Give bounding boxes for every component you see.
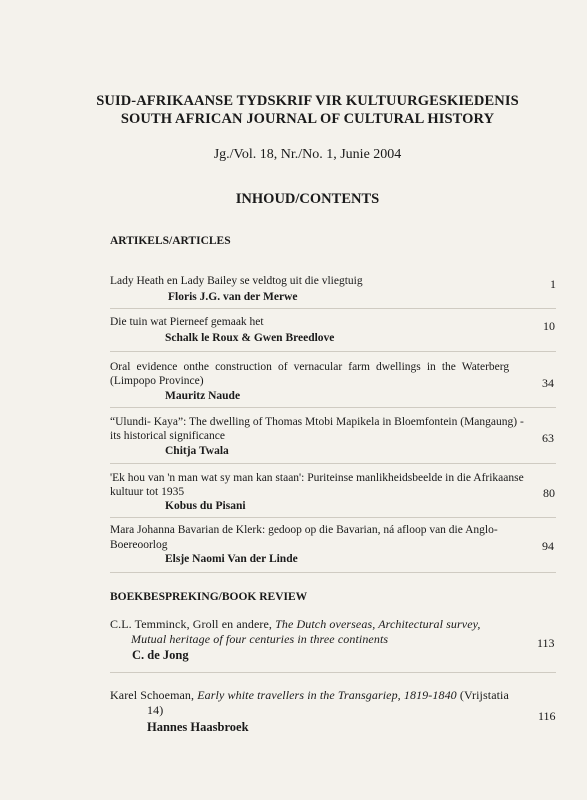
- article-title-continued: kultuur tot 1935: [110, 486, 185, 498]
- contents-heading: INHOUD/CONTENTS: [235, 191, 380, 207]
- review-book-title: The Dutch overseas, Architectural survey,: [275, 617, 481, 631]
- article-author: Mauritz Naude: [165, 390, 241, 402]
- page-number: 1: [550, 277, 556, 291]
- article-title: Mara Johanna Bavarian de Klerk: gedoop op die Bavarian, ná afloop van die Anglo-: [110, 524, 498, 536]
- article-author: Chitja Twala: [165, 445, 229, 457]
- issue-info: Jg./Vol. 18, Nr./No. 1, Junie 2004: [213, 147, 402, 162]
- section-heading-articles: ARTIKELS/ARTICLES: [110, 235, 231, 247]
- article-title-continued: (Limpopo Province): [110, 375, 204, 387]
- article-author: Floris J.G. van der Merwe: [168, 291, 298, 303]
- divider: [110, 407, 556, 408]
- article-title: 'Ek hou van 'n man wat sy man kan staan': Puriteinse manlikheidsbeelde in die Afrikaanse: [110, 472, 524, 484]
- page-number: 116: [538, 709, 556, 723]
- divider: [110, 308, 556, 309]
- review-prefix: Karel Schoeman,: [110, 688, 198, 702]
- article-title-continued: its historical significance: [110, 430, 225, 442]
- review-title-continued: 14): [147, 703, 164, 717]
- journal-title-afrikaans: SUID-AFRIKAANSE TYDSKRIF VIR KULTUURGESKIEDENIS: [96, 93, 519, 109]
- divider: [110, 517, 556, 518]
- review-book-title-continued: Mutual heritage of four centuries in three continents: [131, 632, 389, 646]
- article-title: Lady Heath en Lady Bailey se veldtog uit die vliegtuig: [110, 275, 363, 287]
- page-number: 113: [537, 636, 555, 650]
- divider: [110, 572, 556, 573]
- divider: [110, 351, 556, 352]
- review-title: [110, 617, 481, 632]
- review-author: C. de Jong: [132, 648, 189, 662]
- article-author: Schalk le Roux & Gwen Breedlove: [165, 332, 335, 344]
- article-title: Oral evidence onthe construction of vernacular farm dwellings in the Waterberg: [110, 361, 510, 373]
- review-prefix: C.L. Temminck, Groll en andere,: [110, 617, 276, 631]
- section-heading-book-review: BOEKBESPREKING/BOOK REVIEW: [110, 591, 308, 603]
- article-author: Kobus du Pisani: [165, 500, 246, 512]
- page-number: 34: [542, 376, 554, 390]
- review-book-title: Early white travellers in the Transgariep, 1819-1840: [197, 688, 457, 702]
- page-number: 94: [542, 539, 554, 553]
- article-author: Elsje Naomi Van der Linde: [165, 553, 298, 565]
- journal-title-english: SOUTH AFRICAN JOURNAL OF CULTURAL HISTORY: [120, 111, 495, 127]
- review-author: Hannes Haasbroek: [147, 720, 249, 734]
- review-title: [110, 688, 509, 703]
- article-title-continued: Boereoorlog: [110, 539, 168, 551]
- article-title: “Ulundi- Kaya”: The dwelling of Thomas Mtobi Mapikela in Bloemfontein (Mangaung) -: [110, 416, 524, 428]
- review-suffix: (Vrijstatia: [456, 688, 509, 702]
- article-title: Die tuin wat Pierneef gemaak het: [110, 316, 264, 328]
- divider: [110, 463, 556, 464]
- page-number: 80: [543, 486, 555, 500]
- divider: [110, 672, 556, 673]
- page-number: 63: [542, 431, 554, 445]
- page-number: 10: [543, 319, 555, 333]
